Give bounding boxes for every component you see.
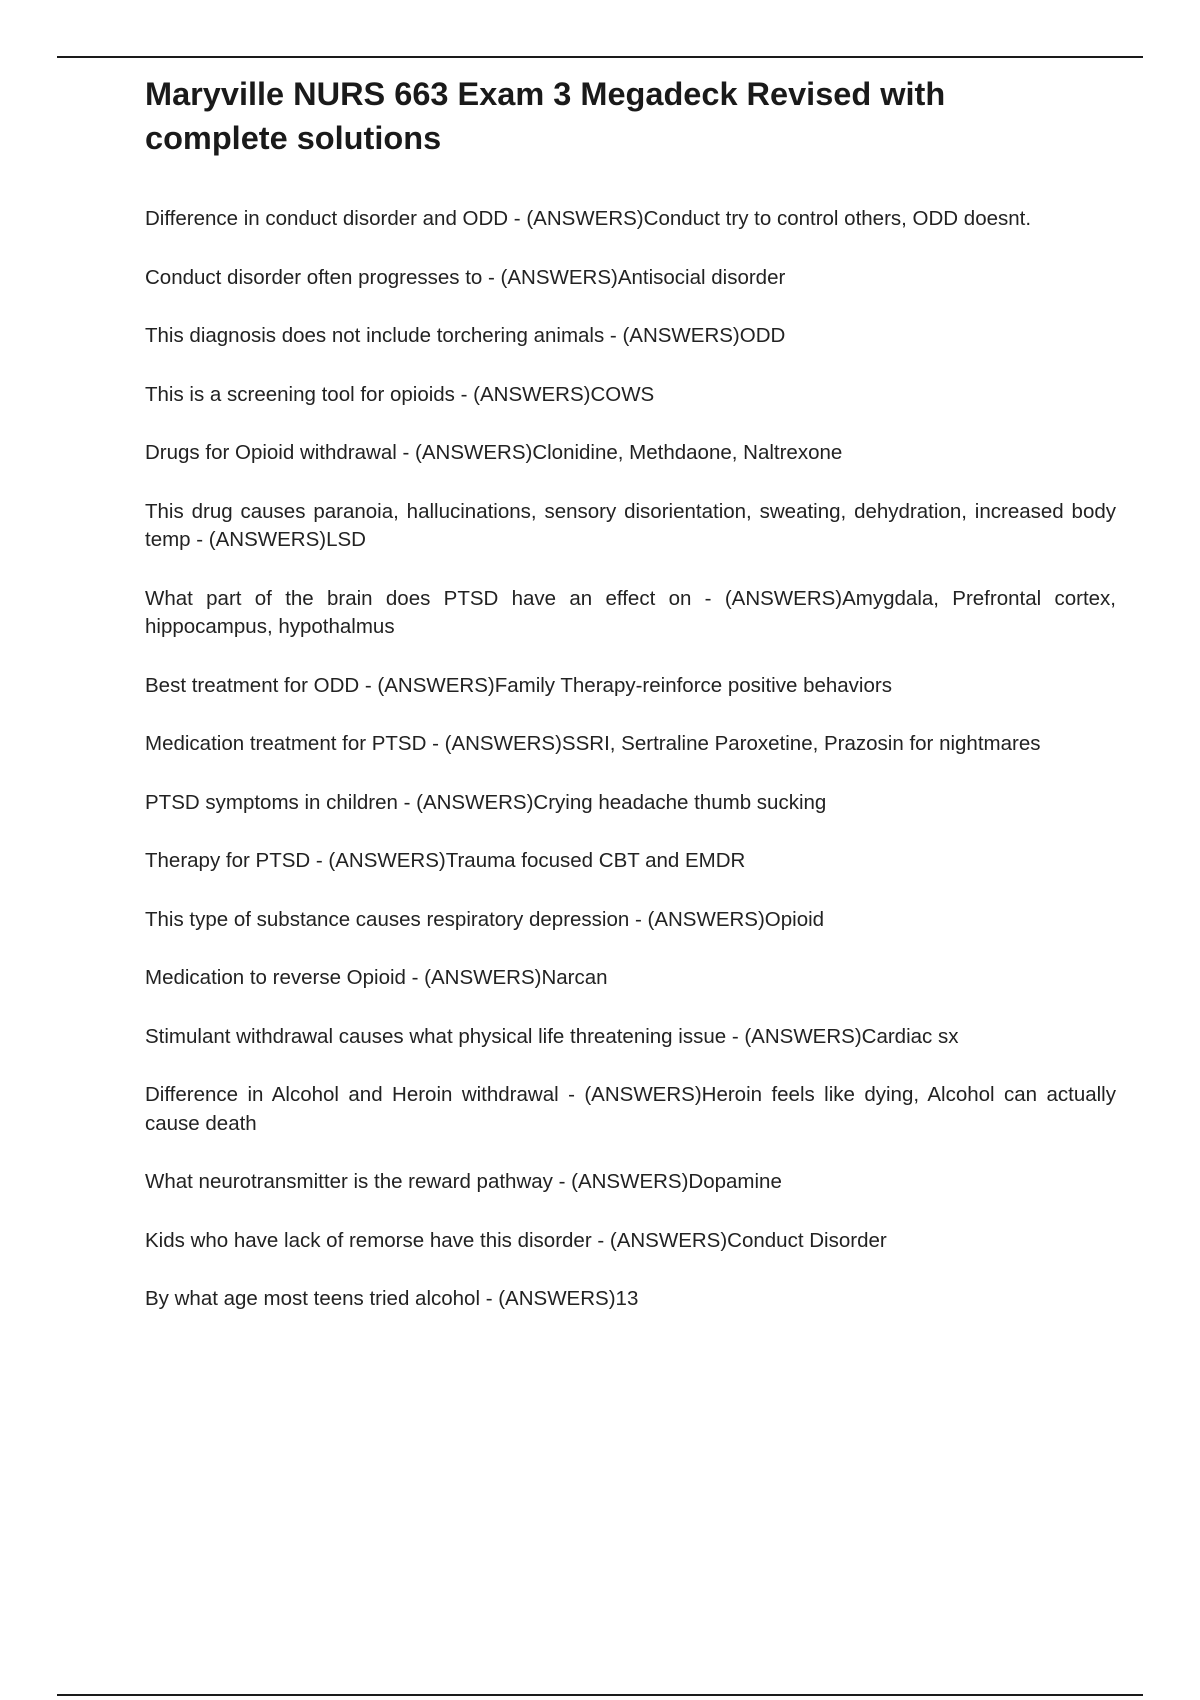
list-item: By what age most teens tried alcohol - (ANSWERS)13 [145,1287,639,1310]
list-item: Stimulant withdrawal causes what physical life threatening issue - (ANSWERS)Cardiac sx [145,1024,959,1048]
list-item: Medication to reverse Opioid - (ANSWERS)Narcan [145,966,608,989]
list-item: What neurotransmitter is the reward pathway - (ANSWERS)Dopamine [145,1170,782,1193]
list-item: Kids who have lack of remorse have this disorder - (ANSWERS)Conduct Disorder [145,1228,887,1252]
list-item: Therapy for PTSD - (ANSWERS)Trauma focused CBT and EMDR [145,849,746,872]
list-item: What part of the brain does PTSD have an effect on - (ANSWERS)Amygdala, Prefrontal cortex, hippocampus, hypothalmus [145,586,1116,638]
page-title: Maryville NURS 663 Exam 3 Megadeck Revised with complete solutions [145,76,946,156]
header-divider [57,56,1143,58]
list-item: This is a screening tool for opioids - (ANSWERS)COWS [145,382,655,406]
list-item: Medication treatment for PTSD - (ANSWERS)SSRI, Sertraline Paroxetine, Prazosin for nightmares [145,732,1041,755]
qa-list [145,205,1116,1344]
list-item: PTSD symptoms in children - (ANSWERS)Crying headache thumb sucking [145,790,827,814]
list-item: Conduct disorder often progresses to - (ANSWERS)Antisocial disorder [145,265,786,289]
list-item: This diagnosis does not include torchering animals - (ANSWERS)ODD [145,324,786,347]
list-item: Best treatment for ODD - (ANSWERS)Family Therapy-reinforce positive behaviors [145,673,892,697]
list-item: Drugs for Opioid withdrawal - (ANSWERS)Clonidine, Methdaone, Naltrexone [145,441,843,464]
list-item: Difference in Alcohol and Heroin withdrawal - (ANSWERS)Heroin feels like dying, Alcohol can actually cause death [145,1083,1116,1135]
footer-divider [57,1694,1143,1696]
list-item: This drug causes paranoia, hallucinations, sensory disorientation, sweating, dehydration, increased body temp - (ANSWERS)LSD [145,499,1116,551]
list-item: Difference in conduct disorder and ODD - (ANSWERS)Conduct try to control others, ODD doesnt. [145,207,1032,230]
list-item: This type of substance causes respiratory depression - (ANSWERS)Opioid [145,907,825,931]
